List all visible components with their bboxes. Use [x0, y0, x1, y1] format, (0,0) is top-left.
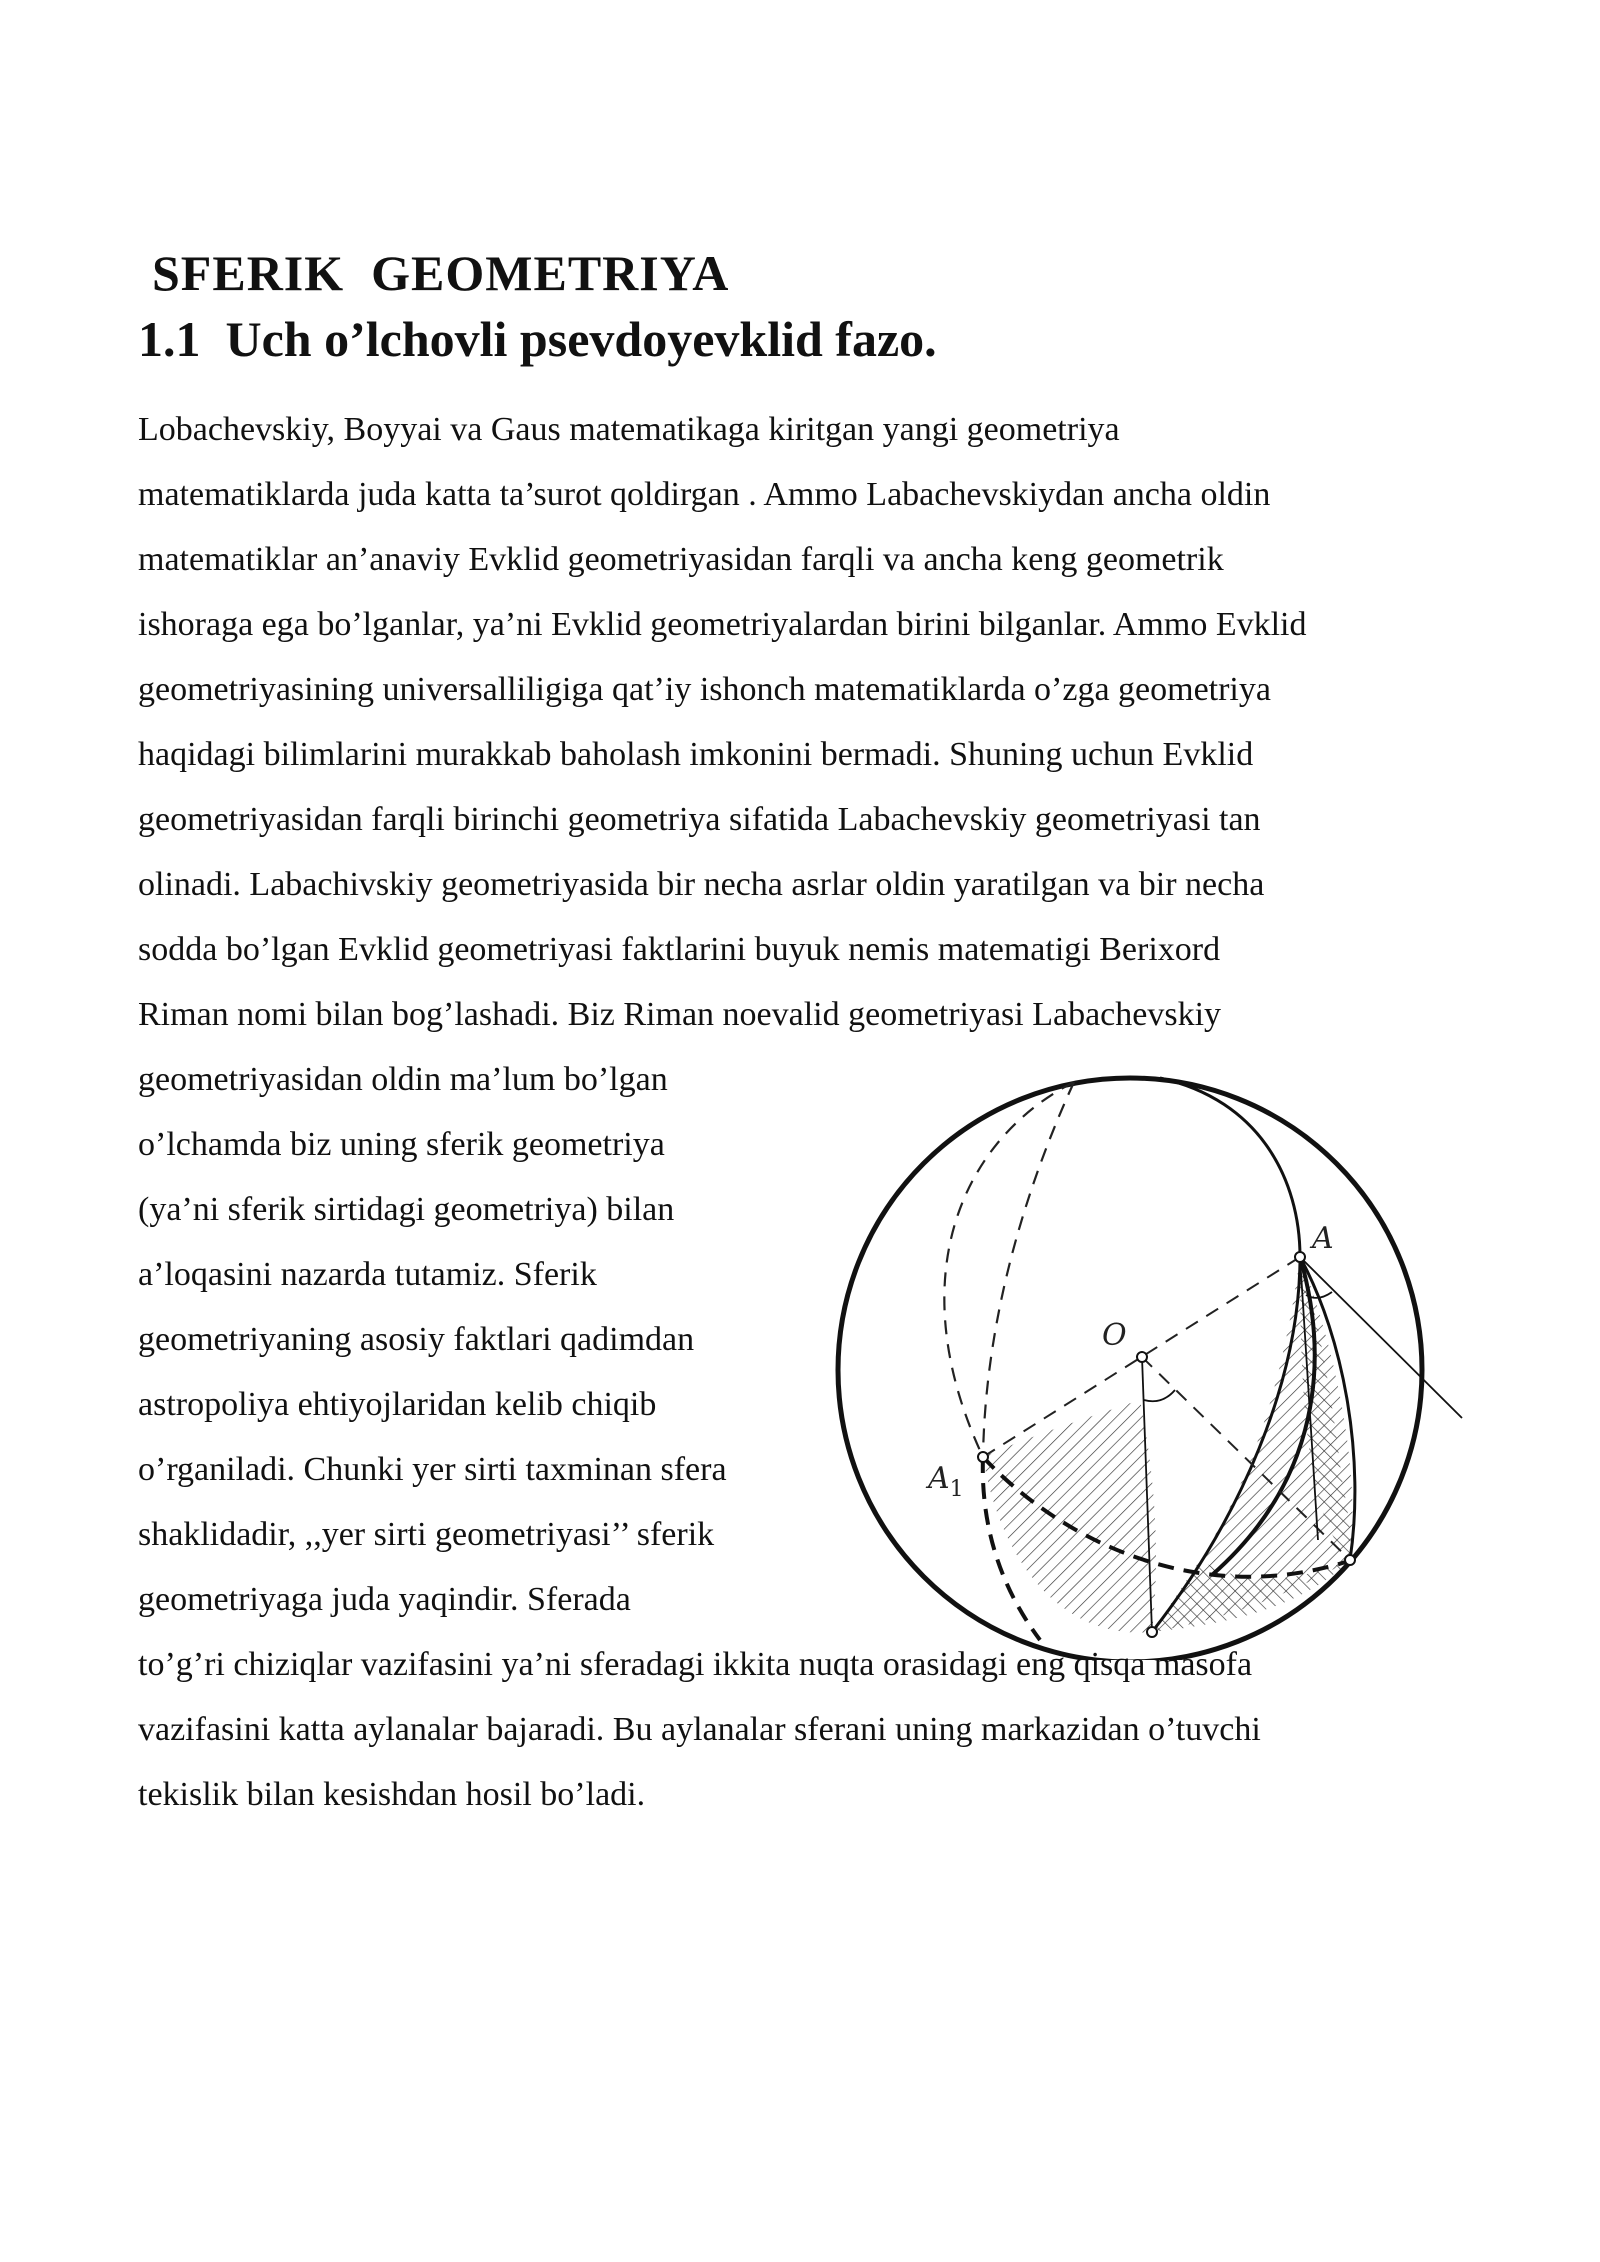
sphere-figure	[820, 1052, 1470, 1660]
body-line: geometriyasidan farqli birinchi geometriya sifatida Labachevskiy geometriyasi tan	[138, 801, 1261, 838]
body-line: geometriyaning asosiy faktlari qadimdan	[138, 1321, 695, 1358]
body-line: matematiklarda juda katta ta’surot qoldirgan . Ammo Labachevskiydan ancha oldin	[138, 476, 1271, 513]
body-line: o’rganiladi. Chunki yer sirti taxminan sfera	[138, 1451, 727, 1488]
point-o	[1137, 1352, 1147, 1362]
body-line: vazifasini katta aylanalar bajaradi. Bu aylanalar sferani uning markazidan o’tuvchi	[138, 1711, 1261, 1748]
back-meridian	[983, 1082, 1074, 1457]
body-line: Lobachevskiy, Boyyai va Gaus matematikaga kiritgan yangi geometriya	[138, 411, 1120, 448]
point-a	[1295, 1252, 1305, 1262]
label-a: A	[1312, 1221, 1334, 1256]
section-title: 1.1 Uch o’lchovli psevdoyevklid fazo.	[138, 311, 937, 367]
angle-arc	[1144, 1390, 1175, 1401]
point-bottom	[1147, 1627, 1157, 1637]
body-line: tekislik bilan kesishdan hosil bo’ladi.	[138, 1776, 646, 1813]
body-line: shaklidadir, ,,yer sirti geometriyasi’’ sferik	[138, 1516, 715, 1553]
body-line: geometriyasidan oldin ma’lum bo’lgan	[138, 1061, 668, 1098]
body-line: a’loqasini nazarda tutamiz. Sferik	[138, 1256, 597, 1293]
label-a1-subscript: 1	[949, 1477, 964, 1502]
point-right	[1345, 1555, 1355, 1565]
body-line: olinadi. Labachivskiy geometriyasida bir necha asrlar oldin yaratilgan va bir necha	[138, 866, 1265, 903]
body-line: to’g’ri chiziqlar vazifasini ya’ni sferadagi ikkita nuqta orasidagi eng qisqa masofa	[138, 1646, 1253, 1683]
chapter-title: SFERIK GEOMETRIYA	[152, 245, 730, 301]
sphere-diagram	[820, 1052, 1470, 1660]
hatched-region-left	[983, 1400, 1156, 1633]
label-a1	[925, 1461, 964, 1502]
body-line: matematiklar an’anaviy Evklid geometriyasidan farqli va ancha keng geometrik	[138, 541, 1224, 578]
body-line: Riman nomi bilan bog’lashadi. Biz Riman noevalid geometriyasi Labachevskiy	[138, 996, 1222, 1033]
body-line: geometriyasining universalliligiga qat’iy ishonch matematiklarda o’zga geometriya	[138, 671, 1271, 708]
body-line: haqidagi bilimlarini murakkab baholash imkonini bermadi. Shuning uchun Evklid	[138, 736, 1254, 773]
label-a1-main: A	[928, 1461, 950, 1496]
body-line: sodda bo’lgan Evklid geometriyasi faktlarini buyuk nemis matematigi Berixord	[138, 931, 1221, 968]
label-o: O	[1102, 1318, 1127, 1353]
body-line: astropoliya ehtiyojlaridan kelib chiqib	[138, 1386, 657, 1423]
point-a1	[978, 1452, 988, 1462]
body-line: ishoraga ega bo’lganlar, ya’ni Evklid geometriyalardan birini bilganlar. Ammo Evklid	[138, 606, 1307, 643]
body-line: o’lchamda biz uning sferik geometriya	[138, 1126, 665, 1163]
body-line: geometriyaga juda yaqindir. Sferada	[138, 1581, 631, 1618]
body-line: (ya’ni sferik sirtidagi geometriya) bilan	[138, 1191, 675, 1228]
